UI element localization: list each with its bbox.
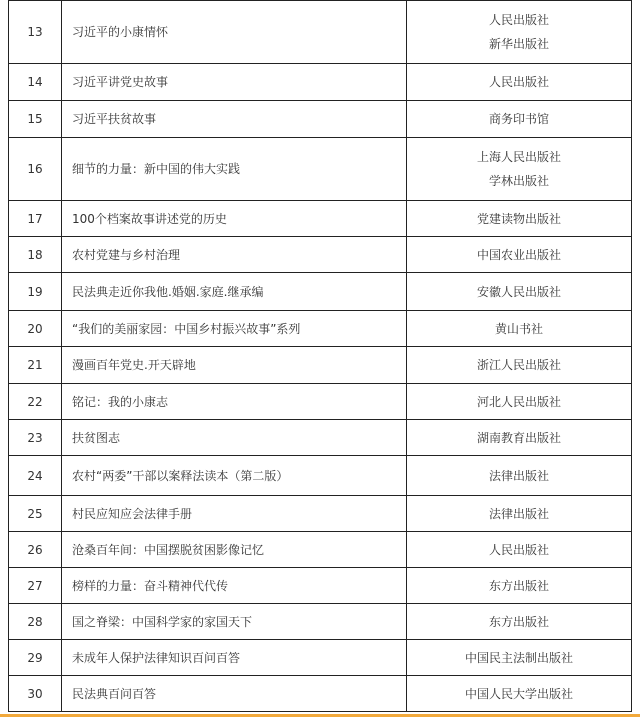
row-number: 14 [9, 64, 62, 101]
publisher-name: 东方出版社 [488, 614, 549, 629]
book-title: 漫画百年党史.开天辟地 [62, 347, 407, 384]
publisher-cell [407, 420, 632, 456]
publisher-name: 人民出版社 [488, 75, 549, 89]
table-row [9, 532, 632, 568]
publisher-cell [407, 237, 632, 273]
book-title: 农村“两委”干部以案释法读本（第二版） [62, 456, 407, 496]
row-number: 21 [9, 347, 62, 384]
table-row [9, 640, 632, 676]
table-row [9, 676, 632, 712]
publisher-cell [407, 201, 632, 237]
publisher-name: 中国农业出版社 [476, 247, 561, 262]
table-row [9, 420, 632, 456]
book-title: 农村党建与乡村治理 [62, 237, 407, 273]
publisher-name: 东方出版社 [488, 578, 549, 593]
publisher-name: 安徽人民出版社 [476, 284, 561, 299]
publisher-name: 新华出版社 [488, 37, 549, 51]
book-title: 细节的力量：新中国的伟大实践 [62, 138, 407, 201]
publisher-cell [407, 101, 632, 138]
row-number: 20 [9, 311, 62, 347]
publisher-cell [407, 496, 632, 532]
table-row [9, 311, 632, 347]
book-title: 榜样的力量：奋斗精神代代传 [62, 568, 407, 604]
book-title: 扶贫图志 [62, 420, 407, 456]
row-number: 28 [9, 604, 62, 640]
row-number: 19 [9, 273, 62, 311]
table-row [9, 273, 632, 311]
publisher-cell [407, 1, 632, 64]
book-title: 习近平扶贫故事 [62, 101, 407, 138]
row-number: 25 [9, 496, 62, 532]
table-row [9, 456, 632, 496]
book-title: “我们的美丽家园：中国乡村振兴故事”系列 [62, 311, 407, 347]
book-title: 村民应知应会法律手册 [62, 496, 407, 532]
publisher-name: 浙江人民出版社 [476, 358, 561, 372]
publisher-name: 中国人民大学出版社 [464, 686, 573, 701]
table-row [9, 496, 632, 532]
book-title: 习近平讲党史故事 [62, 64, 407, 101]
table-row [9, 568, 632, 604]
publisher-cell [407, 568, 632, 604]
row-number: 22 [9, 384, 62, 420]
book-title: 国之脊梁：中国科学家的家国天下 [62, 604, 407, 640]
table-row [9, 347, 632, 384]
publisher-cell [407, 64, 632, 101]
publisher-name: 上海人民出版社 [476, 150, 561, 164]
table-row [9, 1, 632, 64]
publisher-name: 法律出版社 [488, 506, 549, 521]
publisher-name: 学林出版社 [488, 174, 549, 188]
publisher-cell [407, 138, 632, 201]
row-number: 27 [9, 568, 62, 604]
publisher-cell [407, 532, 632, 568]
publisher-cell [407, 676, 632, 712]
publisher-cell [407, 640, 632, 676]
publisher-name: 河北人民出版社 [476, 394, 561, 409]
row-number: 15 [9, 101, 62, 138]
publisher-cell [407, 347, 632, 384]
book-title: 民法典百问百答 [62, 676, 407, 712]
book-title: 沧桑百年间：中国摆脱贫困影像记忆 [62, 532, 407, 568]
publisher-name: 法律出版社 [488, 468, 549, 483]
row-number: 29 [9, 640, 62, 676]
book-title: 未成年人保护法律知识百问百答 [62, 640, 407, 676]
table-row [9, 237, 632, 273]
row-number: 26 [9, 532, 62, 568]
row-number: 30 [9, 676, 62, 712]
row-number: 17 [9, 201, 62, 237]
row-number: 16 [9, 138, 62, 201]
publisher-name: 党建读物出版社 [476, 211, 561, 226]
publisher-cell [407, 604, 632, 640]
book-title: 民法典走近你我他.婚姻.家庭.继承编 [62, 273, 407, 311]
table-row [9, 138, 632, 201]
publisher-name: 商务印书馆 [488, 112, 549, 126]
publisher-cell [407, 273, 632, 311]
publisher-name: 湖南教育出版社 [476, 430, 561, 445]
book-list-table [8, 0, 632, 712]
table-row [9, 604, 632, 640]
table-row [9, 384, 632, 420]
table-row [9, 201, 632, 237]
row-number: 13 [9, 1, 62, 64]
table-row [9, 64, 632, 101]
publisher-name: 中国民主法制出版社 [464, 650, 573, 665]
publisher-name: 人民出版社 [488, 13, 549, 27]
row-number: 23 [9, 420, 62, 456]
book-title: 100个档案故事讲述党的历史 [62, 201, 407, 237]
table-body [9, 1, 632, 712]
publisher-cell [407, 456, 632, 496]
row-number: 24 [9, 456, 62, 496]
book-title: 铭记：我的小康志 [62, 384, 407, 420]
book-title: 习近平的小康情怀 [62, 1, 407, 64]
publisher-name: 黄山书社 [494, 321, 543, 336]
publisher-name: 人民出版社 [488, 542, 549, 557]
publisher-cell [407, 384, 632, 420]
table-row [9, 101, 632, 138]
publisher-cell [407, 311, 632, 347]
row-number: 18 [9, 237, 62, 273]
